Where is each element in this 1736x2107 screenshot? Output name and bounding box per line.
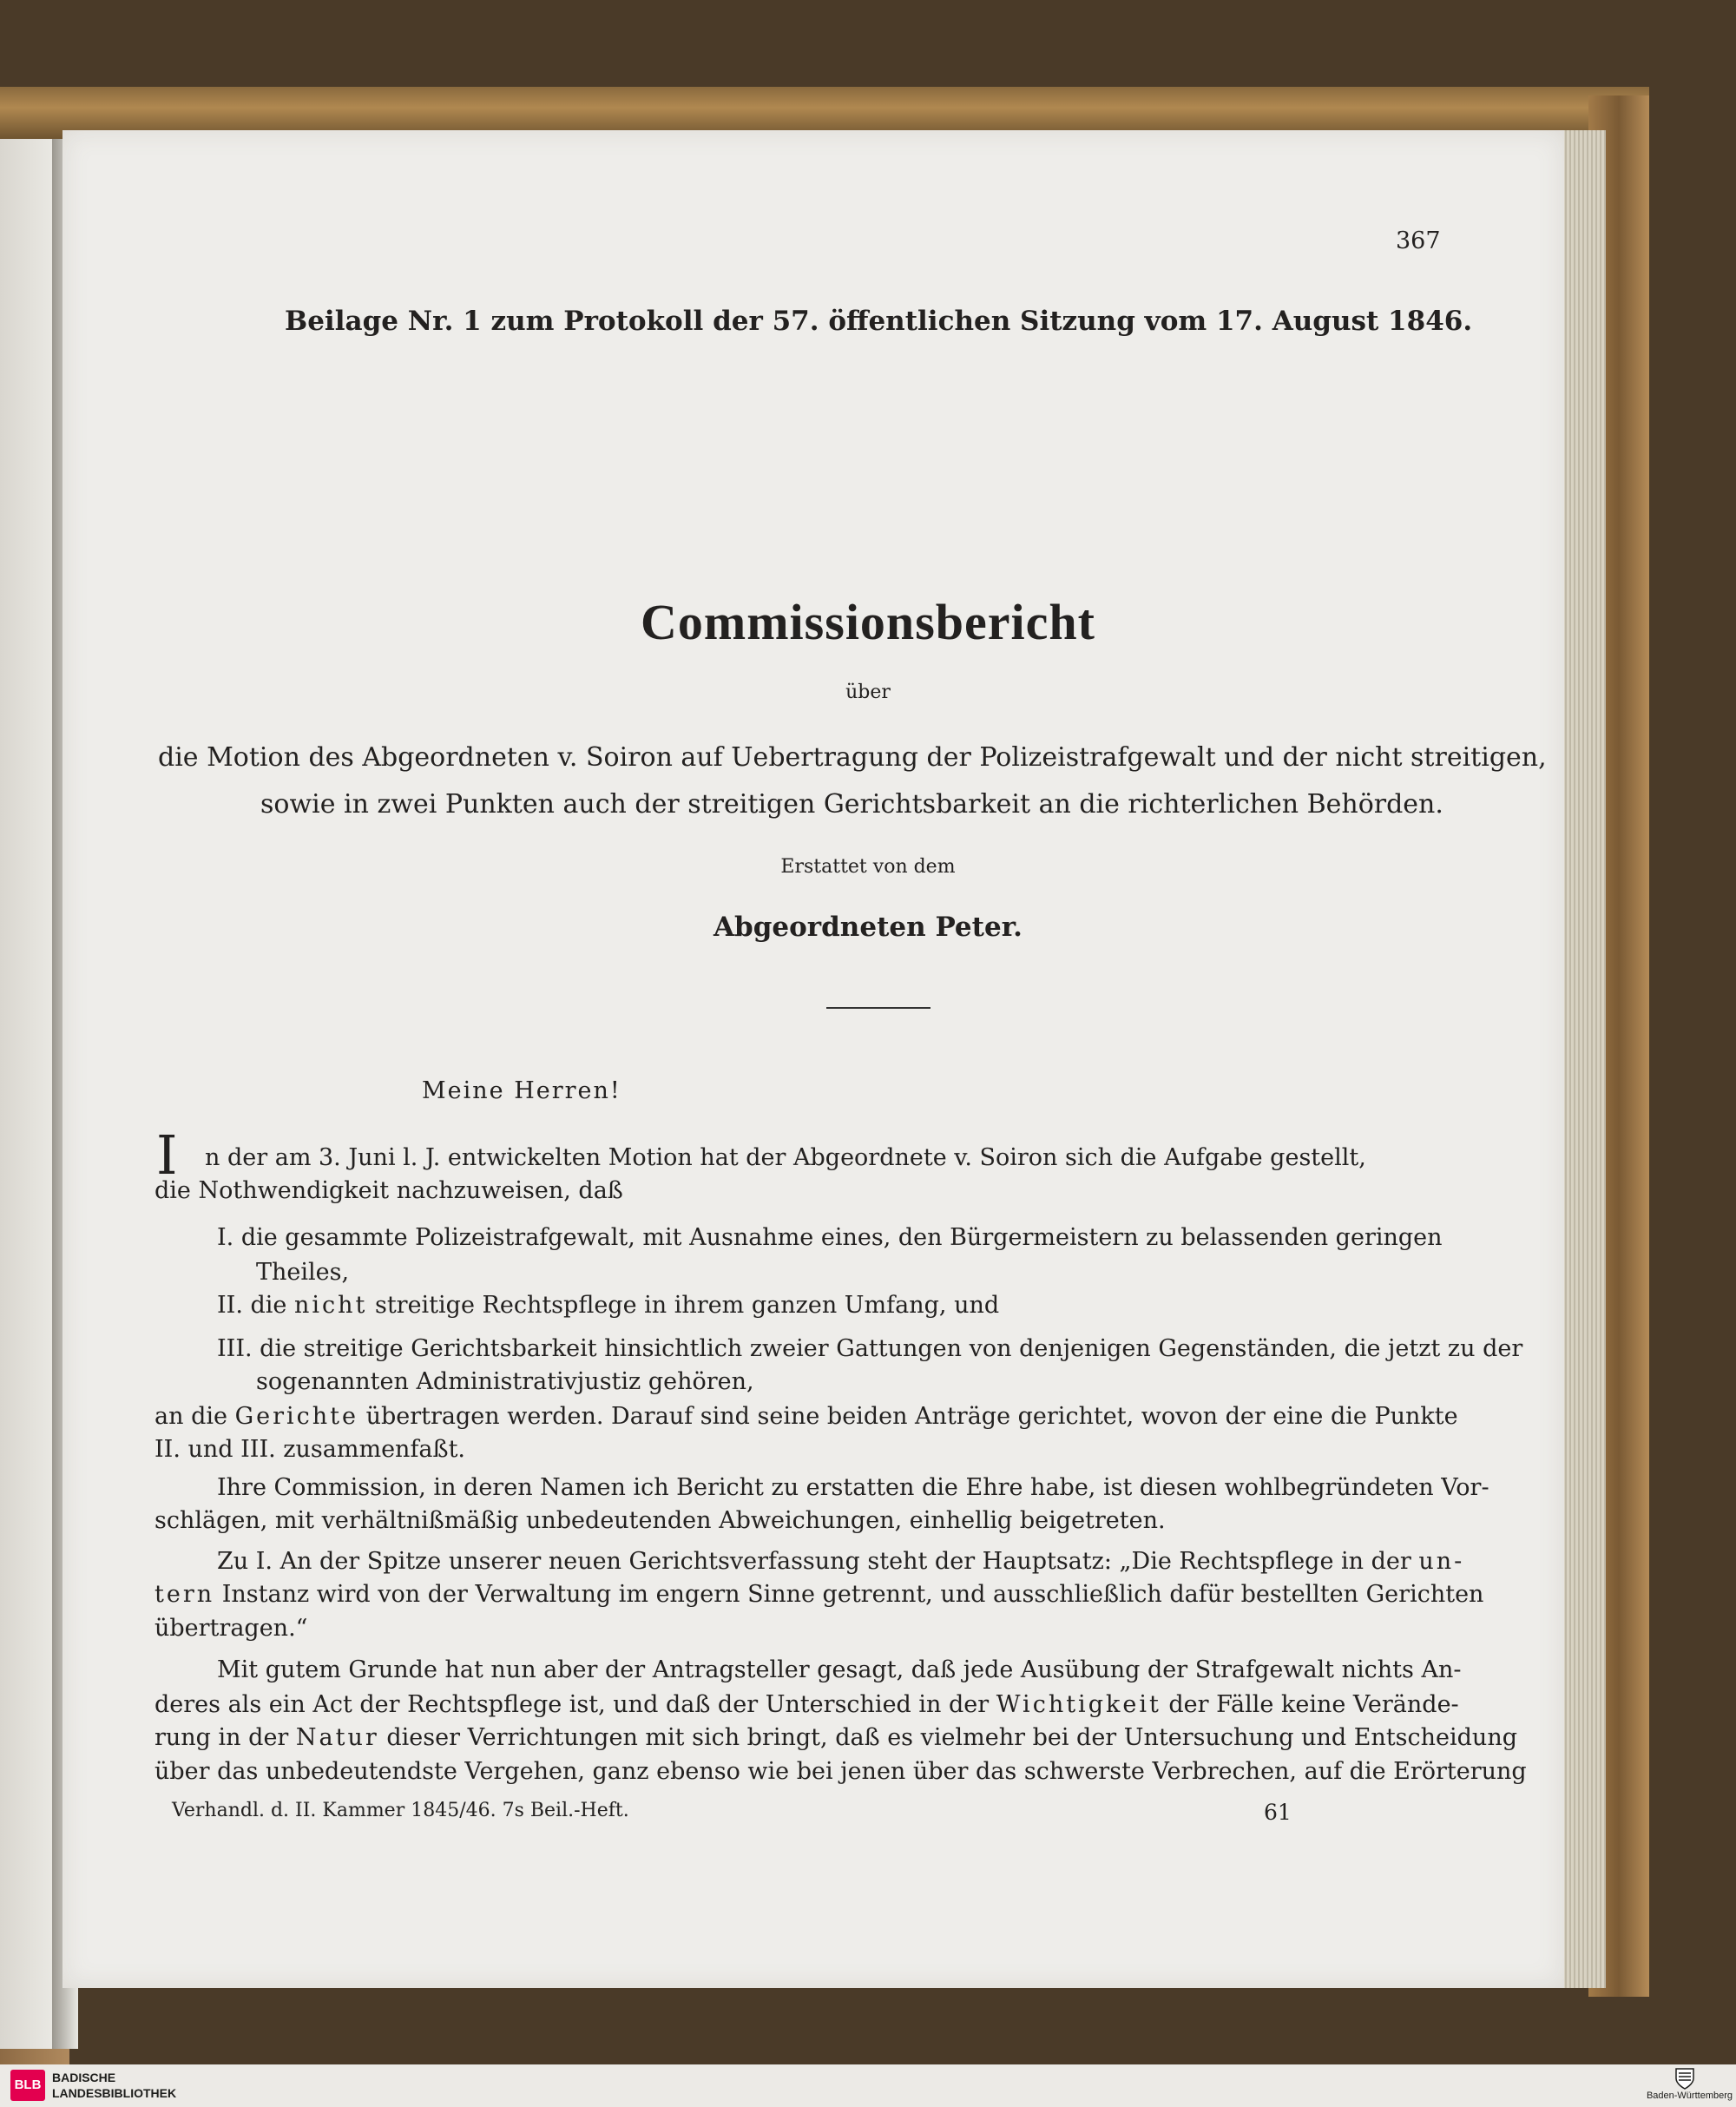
viewer-footer-bar xyxy=(0,2064,1736,2107)
body-line: II. und III. zusammenfaßt. xyxy=(155,1436,466,1463)
body-line: schlägen, mit verhältnißmäßig unbedeutenden Abweichungen, einhellig beigetreten. xyxy=(155,1507,1166,1534)
body-line xyxy=(155,1726,1517,1749)
text-run: an die xyxy=(155,1403,235,1430)
page-number: 367 xyxy=(1396,227,1441,254)
salutation: Meine Herren! xyxy=(422,1077,621,1104)
list-item-3-cont: sogenannten Administrativjustiz gehören, xyxy=(256,1368,754,1395)
library-name-line-1: BADISCHE xyxy=(52,2071,116,2084)
list-item-1: I. die gesammte Polizeistrafgewalt, mit Ausnahme eines, den Bürgermeistern zu belassenden geringen xyxy=(217,1224,1443,1251)
list-item-3: III. die streitige Gerichtsbarkeit hinsichtlich zweier Gattungen von denjenigen Gegenständen, die jetzt zu der xyxy=(217,1335,1523,1362)
text-run-spaced: Natur xyxy=(295,1724,379,1751)
text-run: der Fälle keine Verände- xyxy=(1161,1691,1459,1718)
list-item-2 xyxy=(217,1294,999,1317)
body-line: Mit gutem Grunde hat nun aber der Antragsteller gesagt, daß jede Ausübung der Strafgewalt nichts An- xyxy=(217,1656,1462,1683)
body-line xyxy=(155,1405,1458,1428)
title-ueber: über xyxy=(845,681,891,703)
text-run: rung in der xyxy=(155,1724,296,1751)
body-line xyxy=(155,1693,1459,1716)
drop-cap: I xyxy=(156,1123,178,1187)
text-run: deres als ein Act der Rechtspflege ist, und daß der Unterschied in der xyxy=(155,1691,996,1718)
page-footer-signature: Verhandl. d. II. Kammer 1845/46. 7s Beil.-Heft. xyxy=(172,1800,629,1821)
text-run: Instanz wird von der Verwaltung im engern Sinne getrennt, und ausschließlich dafür bestellten Gerichten xyxy=(214,1581,1484,1608)
body-line: n der am 3. Juni l. J. entwickelten Motion hat der Abgeordnete v. Soiron sich die Aufgabe gestellt, xyxy=(205,1144,1366,1171)
blb-logo[interactable]: BLB xyxy=(10,2070,45,2101)
list-item-1-cont: Theiles, xyxy=(256,1259,350,1286)
page-footer-number: 61 xyxy=(1264,1800,1292,1825)
body-line: die Nothwendigkeit nachzuweisen, daß xyxy=(155,1177,623,1204)
erstattet-line: Erstattet von dem xyxy=(780,856,956,878)
body-line xyxy=(155,1583,1483,1606)
library-name-line-2: LANDESBIBLIOTHEK xyxy=(52,2086,177,2100)
subtitle-line-2: sowie in zwei Punkten auch der streitigen Gerichtsbarkeit an die richterlichen Behörden. xyxy=(260,789,1443,820)
text-run-spaced: Gerichte xyxy=(234,1403,358,1430)
library-name xyxy=(52,2070,176,2101)
text-run: streitige Rechtspflege in ihrem ganzen Umfang, und xyxy=(367,1292,1000,1319)
header-line: Beilage Nr. 1 zum Protokoll der 57. öffentlichen Sitzung vom 17. August 1846. xyxy=(285,306,1473,337)
subtitle-line-1: die Motion des Abgeordneten v. Soiron auf Uebertragung der Polizeistrafgewalt und der nicht streitigen, xyxy=(158,742,1547,773)
body-line xyxy=(217,1550,1464,1573)
document-title: Commissionsbericht xyxy=(641,594,1095,650)
text-run: dieser Verrichtungen mit sich bringt, daß es vielmehr bei der Untersuchung und Entscheidung xyxy=(378,1724,1517,1751)
body-line: Ihre Commission, in deren Namen ich Bericht zu erstatten die Ehre habe, ist diesen wohlbegründeten Vor- xyxy=(217,1474,1489,1501)
text-run-spaced: tern xyxy=(155,1581,215,1608)
body-line: übertragen.“ xyxy=(155,1615,308,1642)
text-run-spaced: nicht xyxy=(293,1292,368,1319)
state-label: Baden-Württemberg xyxy=(1646,2091,1733,2101)
text-run: übertragen werden. Darauf sind seine beiden Anträge gerichtet, wovon der eine die Punkte xyxy=(358,1403,1458,1430)
text-run-spaced: Wichtigkeit xyxy=(996,1691,1161,1718)
text-run: II. die xyxy=(217,1292,294,1319)
body-line: über das unbedeutendste Vergehen, ganz ebenso wie bei jenen über das schwerste Verbrechen, auf die Erörterung xyxy=(155,1758,1527,1785)
text-run: Zu I. An der Spitze unserer neuen Gerichtsverfassung steht der Hauptsatz: „Die Rechtspflege in der xyxy=(217,1548,1419,1575)
divider-rule xyxy=(826,1007,930,1009)
text-run-spaced: un- xyxy=(1418,1548,1465,1575)
crest-icon xyxy=(1674,2066,1696,2091)
author-line: Abgeordneten Peter. xyxy=(713,912,1023,943)
